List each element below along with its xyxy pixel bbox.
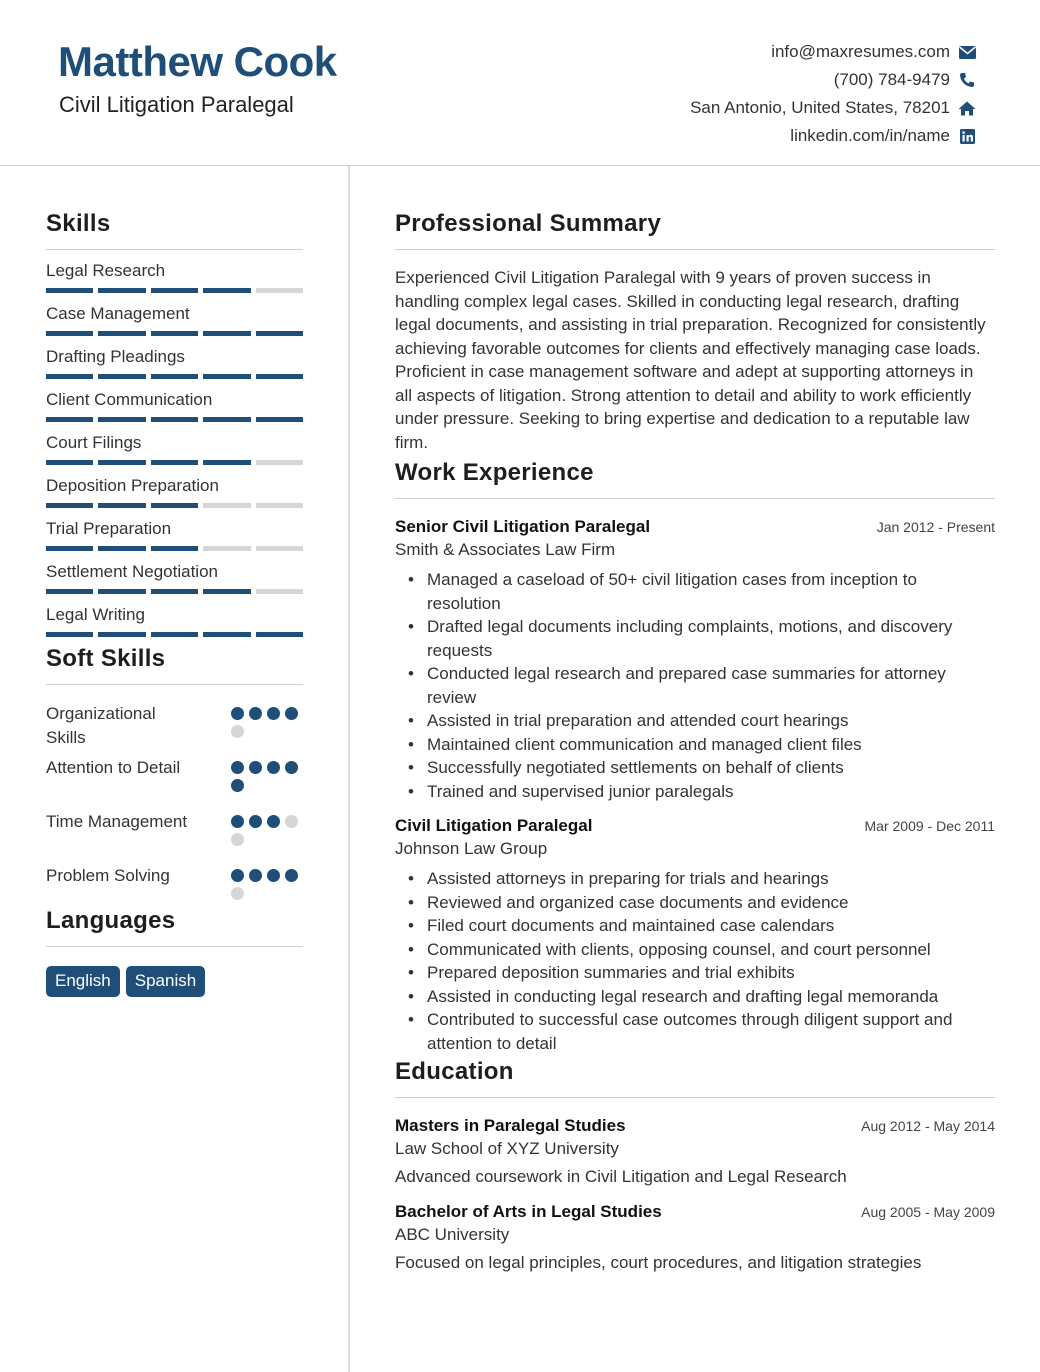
job-bullet: • Assisted in conducting legal research and drafting legal memoranda (395, 985, 995, 1009)
skill-item (46, 250, 303, 293)
job-title: Civil Litigation Paralegal (395, 816, 593, 835)
skill-level-segment (151, 417, 198, 422)
skill-level-segment (98, 632, 145, 637)
job-header (395, 517, 995, 537)
column-divider (348, 166, 350, 1372)
job-bullet: • Contributed to successful case outcomes through diligent support and attention to detail (395, 1008, 995, 1055)
rating-dot (231, 725, 244, 738)
contact-address (690, 94, 976, 122)
rating-dot (285, 707, 298, 720)
skill-label: Court Filings (46, 433, 142, 452)
soft-skills-section (46, 645, 303, 911)
summary-section (395, 210, 995, 454)
section-divider (46, 684, 303, 685)
rating-dot (267, 869, 280, 882)
skill-level-segment (46, 460, 93, 465)
section-divider (395, 249, 995, 250)
language-badge: Spanish (126, 966, 205, 997)
skills-title: Skills (46, 210, 111, 237)
rating-dot (231, 833, 244, 846)
skill-label: Settlement Negotiation (46, 562, 218, 581)
skill-label: Deposition Preparation (46, 476, 219, 495)
skill-level-segment (256, 503, 303, 508)
skill-level-segment (256, 632, 303, 637)
skill-level-segment (151, 288, 198, 293)
skill-level-bar (46, 417, 303, 422)
contact-address-text: San Antonio, United States, 78201 (690, 98, 950, 117)
summary-text: Experienced Civil Litigation Paralegal with 9 years of proven success in handling complex legal cases. Skilled in conducting legal research, drafting legal documents, and assisting in trial preparation. Recognized for consistently achieving favorable outcomes for clients and effectively managing case loads. Proficient in case management software and adept at supporting attorneys in all aspects of litigation. Strong attention to detail and ability to work efficiently under pressure. Seeking to bring expertise and dedication to a reputable law firm. (395, 268, 986, 452)
skill-level-segment (151, 632, 198, 637)
job-bullet: • Communicated with clients, opposing counsel, and court personnel (395, 938, 995, 962)
resume-header (0, 0, 1040, 166)
job-bullet: • Drafted legal documents including complaints, motions, and discovery requests (395, 615, 995, 662)
skill-level-segment (46, 589, 93, 594)
job-bullet: • Trained and supervised junior paralegals (395, 780, 995, 804)
education-date: Aug 2012 - May 2014 (861, 1118, 995, 1134)
skill-level-bar (46, 374, 303, 379)
rating-dot (249, 707, 262, 720)
education-header (395, 1116, 995, 1136)
skill-level-segment (203, 288, 250, 293)
job-company: Johnson Law Group (395, 839, 548, 858)
skill-label: Drafting Pleadings (46, 347, 185, 366)
skill-label: Trial Preparation (46, 519, 172, 538)
job-bullets (395, 867, 995, 1055)
education-degree: Masters in Paralegal Studies (395, 1116, 626, 1135)
skill-level-segment (203, 632, 250, 637)
job-date: Jan 2012 - Present (876, 519, 995, 535)
education-school: ABC University (395, 1225, 510, 1244)
skill-level-bar (46, 460, 303, 465)
skill-item (46, 508, 303, 551)
soft-skill-rating (231, 803, 303, 857)
rating-dot (249, 761, 262, 774)
soft-skill-item (46, 695, 303, 749)
summary-title: Professional Summary (395, 210, 662, 237)
language-badge: English (46, 966, 120, 997)
soft-skills-title: Soft Skills (46, 645, 166, 672)
skill-level-segment (256, 288, 303, 293)
skill-level-segment (203, 589, 250, 594)
languages-section (46, 907, 303, 997)
rating-dot (249, 815, 262, 828)
jobs-list (395, 517, 995, 1055)
skill-item (46, 422, 303, 465)
skill-level-segment (98, 417, 145, 422)
job-date: Mar 2009 - Dec 2011 (864, 818, 995, 834)
soft-skill-rating (231, 749, 303, 803)
skill-item (46, 379, 303, 422)
contact-linkedin-text: linkedin.com/in/name (790, 126, 950, 145)
job-company: Smith & Associates Law Firm (395, 540, 616, 559)
contact-email-text: info@maxresumes.com (771, 42, 950, 61)
skill-level-segment (203, 417, 250, 422)
languages-list (46, 966, 303, 997)
soft-skill-rating (231, 857, 303, 911)
skill-level-segment (151, 460, 198, 465)
education-description: Focused on legal principles, court procedures, and litigation strategies (395, 1253, 922, 1272)
skill-level-segment (98, 589, 145, 594)
skill-label: Client Communication (46, 390, 213, 409)
job-bullet: • Prepared deposition summaries and trial exhibits (395, 961, 995, 985)
job-bullet: • Assisted in trial preparation and attended court hearings (395, 709, 995, 733)
rating-dot (285, 761, 298, 774)
skill-level-segment (151, 589, 198, 594)
skills-section (46, 210, 303, 637)
contact-linkedin[interactable] (690, 122, 976, 150)
skill-level-segment (203, 460, 250, 465)
rating-dot (249, 869, 262, 882)
skill-level-bar (46, 288, 303, 293)
skill-level-segment (98, 374, 145, 379)
job-bullet: • Managed a caseload of 50+ civil litigation cases from inception to resolution (395, 568, 995, 615)
job-header (395, 816, 995, 836)
skill-level-segment (46, 503, 93, 508)
rating-dot (267, 707, 280, 720)
skill-level-segment (256, 589, 303, 594)
skill-label: Legal Research (46, 261, 166, 280)
skill-level-segment (98, 503, 145, 508)
candidate-title: Civil Litigation Paralegal (59, 92, 294, 117)
rating-dot (231, 815, 244, 828)
right-column (395, 210, 995, 1273)
job-bullet: • Assisted attorneys in preparing for trials and hearings (395, 867, 995, 891)
rating-dot (231, 887, 244, 900)
soft-skill-label: Problem Solving (46, 866, 170, 885)
skill-level-segment (46, 331, 93, 336)
education-school: Law School of XYZ University (395, 1139, 619, 1158)
skill-level-segment (256, 460, 303, 465)
rating-dot (231, 869, 244, 882)
job-entry (395, 816, 995, 1055)
contact-list (690, 38, 976, 150)
skill-level-segment (203, 331, 250, 336)
section-divider (395, 498, 995, 499)
skill-level-segment (98, 460, 145, 465)
education-title: Education (395, 1058, 514, 1085)
home-icon (958, 100, 976, 116)
skill-label: Case Management (46, 304, 190, 323)
skill-level-bar (46, 632, 303, 637)
section-divider (395, 1097, 995, 1098)
education-entry (395, 1116, 995, 1187)
rating-dot (285, 815, 298, 828)
job-bullet: • Filed court documents and maintained case calendars (395, 914, 995, 938)
skill-level-segment (151, 374, 198, 379)
skill-item (46, 293, 303, 336)
soft-skill-item (46, 857, 303, 911)
linkedin-icon (958, 128, 976, 144)
phone-icon (958, 72, 976, 88)
soft-skill-rating (231, 695, 303, 749)
skill-level-bar (46, 503, 303, 508)
skill-item (46, 551, 303, 594)
soft-skill-item (46, 749, 303, 803)
skill-level-segment (151, 546, 198, 551)
skill-level-segment (46, 632, 93, 637)
left-column (46, 210, 303, 997)
skill-level-segment (46, 288, 93, 293)
contact-email[interactable] (690, 38, 976, 66)
skill-level-segment (46, 546, 93, 551)
education-date: Aug 2005 - May 2009 (861, 1204, 995, 1220)
experience-title: Work Experience (395, 459, 594, 486)
soft-skill-label: Time Management (46, 812, 188, 831)
soft-skill-label: Organizational Skills (46, 704, 156, 747)
skill-level-segment (151, 503, 198, 508)
skill-level-segment (203, 546, 250, 551)
rating-dot (231, 779, 244, 792)
soft-skill-item (46, 803, 303, 857)
job-title: Senior Civil Litigation Paralegal (395, 517, 651, 536)
skill-label: Legal Writing (46, 605, 145, 624)
skill-item (46, 594, 303, 637)
skill-level-segment (256, 331, 303, 336)
candidate-name: Matthew Cook (58, 38, 337, 85)
rating-dot (285, 869, 298, 882)
envelope-icon (958, 44, 976, 60)
skill-level-segment (203, 374, 250, 379)
rating-dot (231, 761, 244, 774)
languages-title: Languages (46, 907, 176, 934)
skill-level-segment (203, 503, 250, 508)
rating-dot (267, 815, 280, 828)
education-header (395, 1202, 995, 1222)
soft-skill-label: Attention to Detail (46, 758, 181, 777)
rating-dot (231, 707, 244, 720)
education-description: Advanced coursework in Civil Litigation and Legal Research (395, 1167, 847, 1186)
skills-list (46, 250, 303, 637)
education-list (395, 1116, 995, 1273)
contact-phone[interactable] (690, 66, 976, 94)
job-bullet: • Successfully negotiated settlements on behalf of clients (395, 756, 995, 780)
job-bullets (395, 568, 995, 803)
skill-level-segment (98, 546, 145, 551)
skill-level-segment (46, 417, 93, 422)
education-section (395, 1058, 995, 1273)
skill-level-segment (256, 546, 303, 551)
skill-item (46, 465, 303, 508)
rating-dot (267, 761, 280, 774)
skill-level-segment (98, 331, 145, 336)
skill-level-segment (151, 331, 198, 336)
skill-level-segment (256, 417, 303, 422)
experience-section (395, 459, 995, 1055)
skill-level-segment (256, 374, 303, 379)
job-bullet: • Maintained client communication and managed client files (395, 733, 995, 757)
skill-level-bar (46, 331, 303, 336)
education-entry (395, 1202, 995, 1273)
skill-level-bar (46, 546, 303, 551)
skill-level-segment (46, 374, 93, 379)
skill-level-segment (98, 288, 145, 293)
contact-phone-text: (700) 784-9479 (833, 70, 950, 89)
job-bullet: • Reviewed and organized case documents and evidence (395, 891, 995, 915)
job-bullet: • Conducted legal research and prepared case summaries for attorney review (395, 662, 995, 709)
skill-item (46, 336, 303, 379)
job-entry (395, 517, 995, 803)
education-degree: Bachelor of Arts in Legal Studies (395, 1202, 662, 1221)
skill-level-bar (46, 589, 303, 594)
soft-skills-list (46, 695, 303, 911)
section-divider (46, 946, 303, 947)
